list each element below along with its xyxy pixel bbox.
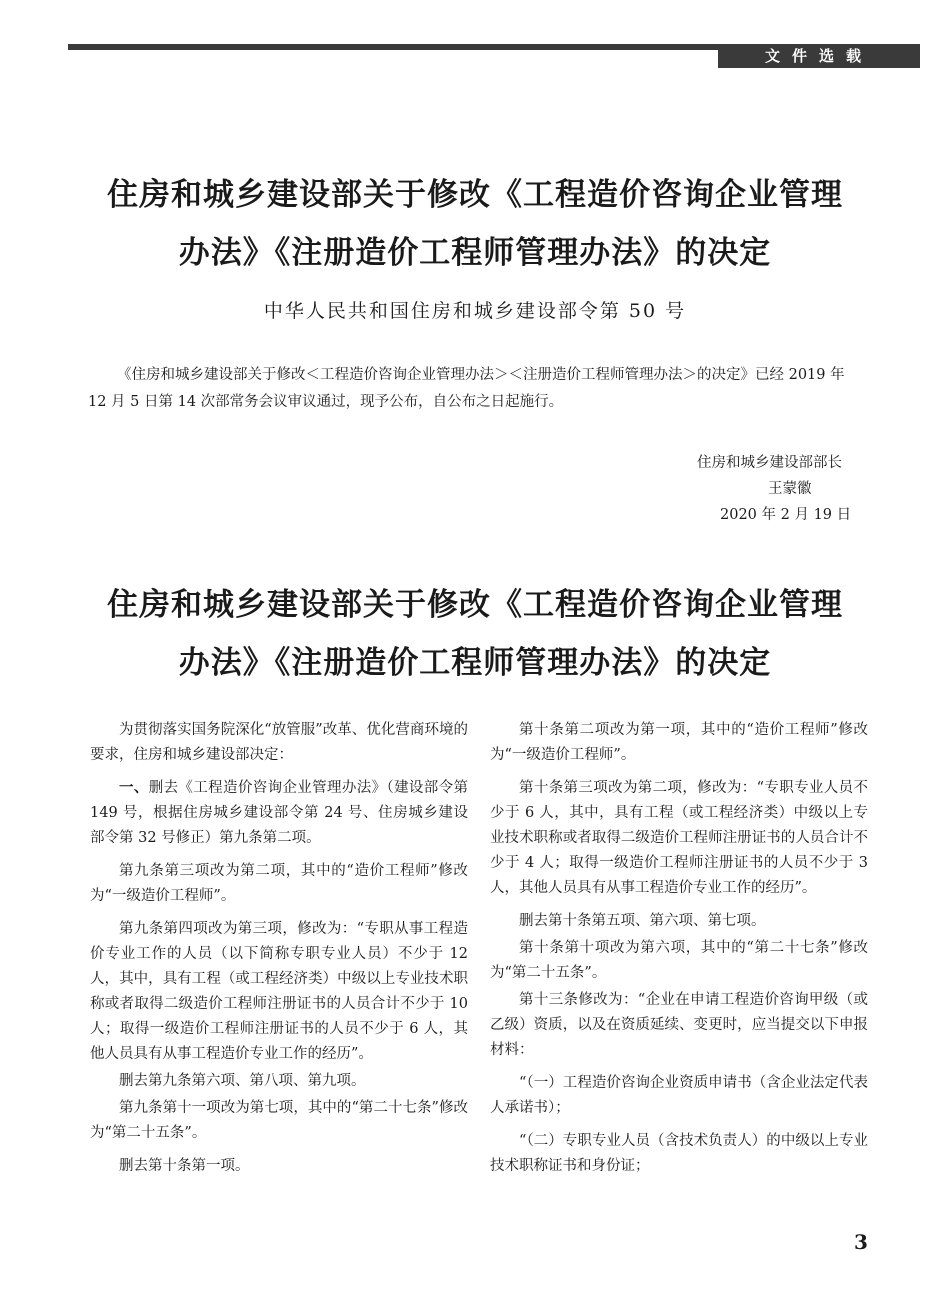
body-paragraph: 删去第十条第一项。 bbox=[119, 1158, 250, 1174]
body-paragraph: “（二）专职专业人员（含技术负责人）的中级以上专业技术职称证书和身份证； bbox=[490, 1133, 868, 1174]
signature-date: 2020 年 2 月 19 日 bbox=[720, 507, 852, 523]
body-paragraph: 第十三条修改为：“企业在申请工程造价咨询甲级（或乙级）资质，以及在资质延续、变更时，应当提交以下申报材料： bbox=[490, 992, 868, 1058]
body-paragraph: 第九条第四项改为第三项，修改为：“专职从事工程造价专业工作的人员（以下简称专职专业人员）不少于 12 人，其中，具有工程（或工程经济类）中级以上专业技术职称或者取得二级造价工程师注册证书的人员合计不少于 10 人；取得一级造价工程师注册证书的人员不少于 6 人，其他人员具有从事工程造价专业工作的经历”。 bbox=[90, 921, 468, 1062]
right-column bbox=[490, 718, 868, 1187]
body-paragraph: 为贯彻落实国务院深化“放管服”改革、优化营商环境的要求，住房和城乡建设部决定： bbox=[90, 722, 468, 763]
body-paragraph: 删去第九条第六项、第八项、第九项。 bbox=[119, 1073, 366, 1089]
decision-title-line-2: 办法》《注册造价工程师管理办法》的决定 bbox=[178, 645, 772, 681]
signature-name: 王蒙徽 bbox=[768, 481, 812, 497]
decree-number: 中华人民共和国住房和城乡建设部令第 50 号 bbox=[263, 300, 687, 322]
decision-title-line-1: 住房和城乡建设部关于修改《工程造价咨询企业管理 bbox=[107, 587, 843, 623]
body-paragraph: 第十条第三项改为第二项，修改为：“专职专业人员不少于 6 人，其中，具有工程（或工程经济类）中级以上专业技术职称或者取得二级造价工程师注册证书的人员合计不少于 4 人；取得一级造价工程师注册证书的人员不少于 3 人，其他人员具有从事工程造价专业工作的经历”。 bbox=[490, 780, 868, 896]
clause-number: 一、 bbox=[119, 780, 149, 796]
body-paragraph: 第十条第二项改为第一项，其中的“造价工程师”修改为“一级造价工程师”。 bbox=[490, 722, 868, 763]
signature-title: 住房和城乡建设部部长 bbox=[697, 455, 842, 471]
body-paragraph: 删去第十条第五项、第六项、第七项。 bbox=[519, 913, 766, 929]
left-column bbox=[90, 718, 468, 1187]
notice-title bbox=[60, 166, 890, 282]
preface-paragraph: 《住房和城乡建设部关于修改＜工程造价咨询企业管理办法＞＜注册造价工程师管理办法＞的决定》已经 2019 年 12 月 5 日第 14 次部常务会议审议通过，现予公布，自公布之日起施行。 bbox=[88, 367, 845, 410]
notice-title-line-2: 办法》《注册造价工程师管理办法》的决定 bbox=[178, 235, 772, 271]
body-paragraph: 一、删去《工程造价咨询企业管理办法》（建设部令第 149 号，根据住房城乡建设部令第 24 号、住房城乡建设部令第 32 号修正）第九条第二项。 bbox=[90, 780, 468, 846]
page-number: 3 bbox=[854, 1230, 868, 1254]
body-paragraph: 第十条第十项改为第六项，其中的“第二十七条”修改为“第二十五条”。 bbox=[490, 940, 868, 981]
body-paragraph: “（一）工程造价咨询企业资质申请书（含企业法定代表人承诺书）； bbox=[490, 1075, 868, 1116]
decision-title bbox=[60, 576, 890, 692]
notice-title-line-1: 住房和城乡建设部关于修改《工程造价咨询企业管理 bbox=[107, 177, 843, 213]
body-paragraph: 第九条第十一项改为第七项，其中的“第二十七条”修改为“第二十五条”。 bbox=[90, 1100, 468, 1141]
body-paragraph: 第九条第三项改为第二项，其中的“造价工程师”修改为“一级造价工程师”。 bbox=[90, 863, 468, 904]
section-label: 文件选载 bbox=[718, 44, 920, 68]
